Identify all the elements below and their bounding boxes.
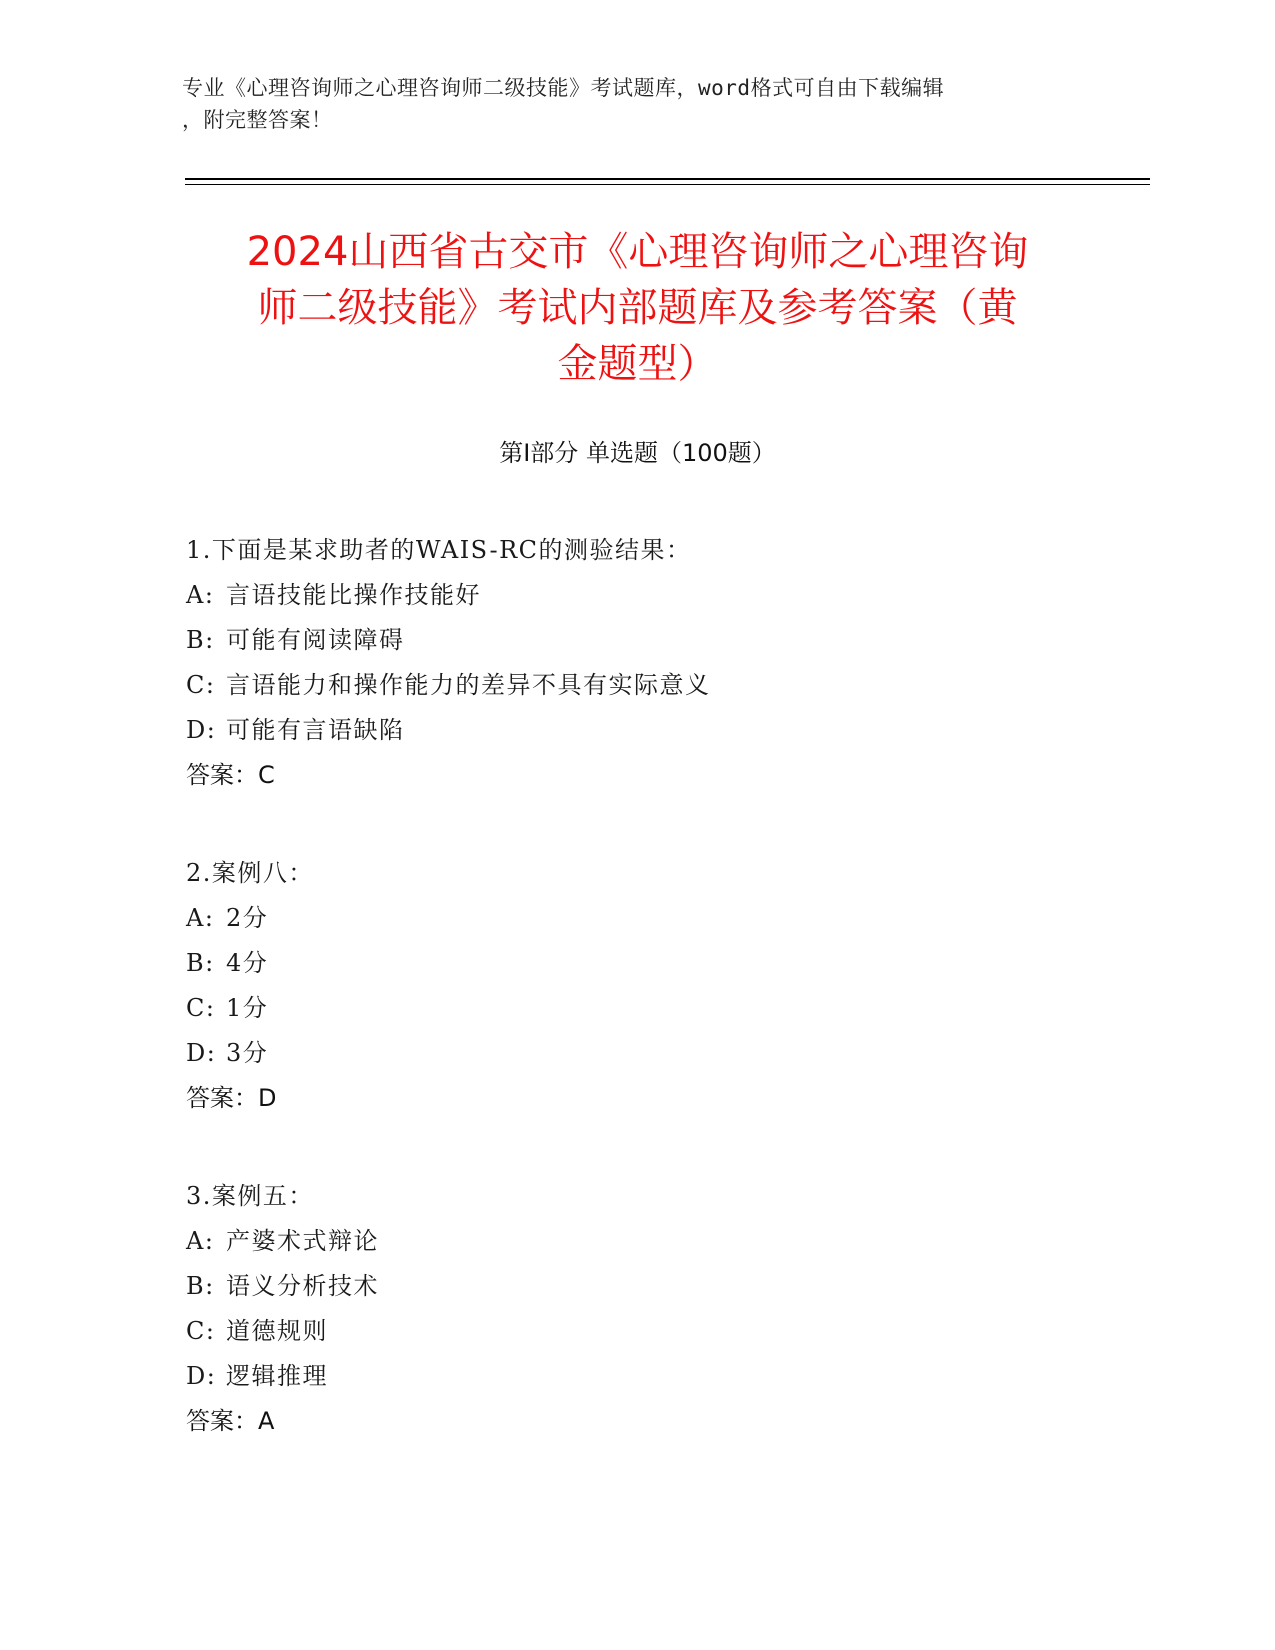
option-text: 2分 — [226, 904, 269, 932]
answer-line: 答案：D — [186, 1084, 277, 1112]
option-d — [186, 1031, 1086, 1076]
question-stem: 2.案例八： — [186, 859, 314, 887]
question-stem: 3.案例五： — [186, 1182, 314, 1210]
section-heading: 第Ⅰ部分 单选题（100题） — [499, 439, 776, 467]
question-2 — [186, 851, 1086, 1121]
option-text: 道德规则 — [226, 1317, 328, 1345]
answer-line: 答案：C — [186, 761, 275, 789]
option-text: 逻辑推理 — [226, 1362, 328, 1390]
option-a — [186, 573, 1086, 618]
question-stem: 1.下面是某求助者的WAIS-RC的测验结果： — [186, 536, 692, 564]
option-key: D: — [186, 716, 217, 744]
option-key: D: — [186, 1039, 217, 1067]
document-title-line-3: 金题型） — [557, 341, 718, 387]
option-text: 可能有阅读障碍 — [226, 626, 405, 654]
header-note — [182, 72, 1042, 136]
document-title-line-2: 师二级技能》考试内部题库及参考答案（黄 — [257, 285, 1018, 331]
option-key: C: — [186, 671, 216, 699]
option-key: D: — [186, 1362, 217, 1390]
option-text: 4分 — [226, 949, 269, 977]
option-key: C: — [186, 1317, 216, 1345]
option-key: A: — [186, 581, 215, 609]
option-a — [186, 1219, 1086, 1264]
header-note-line-2: ，附完整答案！ — [182, 108, 333, 132]
option-key: B: — [186, 1272, 215, 1300]
option-text: 3分 — [226, 1039, 269, 1067]
header-divider-thin — [185, 184, 1150, 185]
option-key: C: — [186, 994, 216, 1022]
option-key: A: — [186, 904, 215, 932]
option-a — [186, 896, 1086, 941]
question-list — [186, 528, 1086, 1497]
option-text: 1分 — [226, 994, 269, 1022]
question-1 — [186, 528, 1086, 798]
header-note-line-1: 专业《心理咨询师之心理咨询师二级技能》考试题库，word格式可自由下载编辑 — [182, 76, 945, 100]
option-text: 言语技能比操作技能好 — [226, 581, 481, 609]
document-title-line-1: 2024山西省古交市《心理咨询师之心理咨询 — [246, 229, 1029, 275]
option-text: 可能有言语缺陷 — [226, 716, 405, 744]
answer-line: 答案：A — [186, 1407, 275, 1435]
option-d — [186, 708, 1086, 753]
option-c — [186, 1309, 1086, 1354]
header-divider-thick — [185, 178, 1150, 180]
option-b — [186, 618, 1086, 663]
question-3 — [186, 1174, 1086, 1444]
option-c — [186, 663, 1086, 708]
option-c — [186, 986, 1086, 1031]
option-key: B: — [186, 626, 215, 654]
option-b — [186, 1264, 1086, 1309]
option-text: 语义分析技术 — [226, 1272, 379, 1300]
option-b — [186, 941, 1086, 986]
option-text: 言语能力和操作能力的差异不具有实际意义 — [226, 671, 711, 699]
option-key: B: — [186, 949, 215, 977]
option-key: A: — [186, 1227, 215, 1255]
document-title — [170, 224, 1105, 392]
option-d — [186, 1354, 1086, 1399]
option-text: 产婆术式辩论 — [226, 1227, 379, 1255]
